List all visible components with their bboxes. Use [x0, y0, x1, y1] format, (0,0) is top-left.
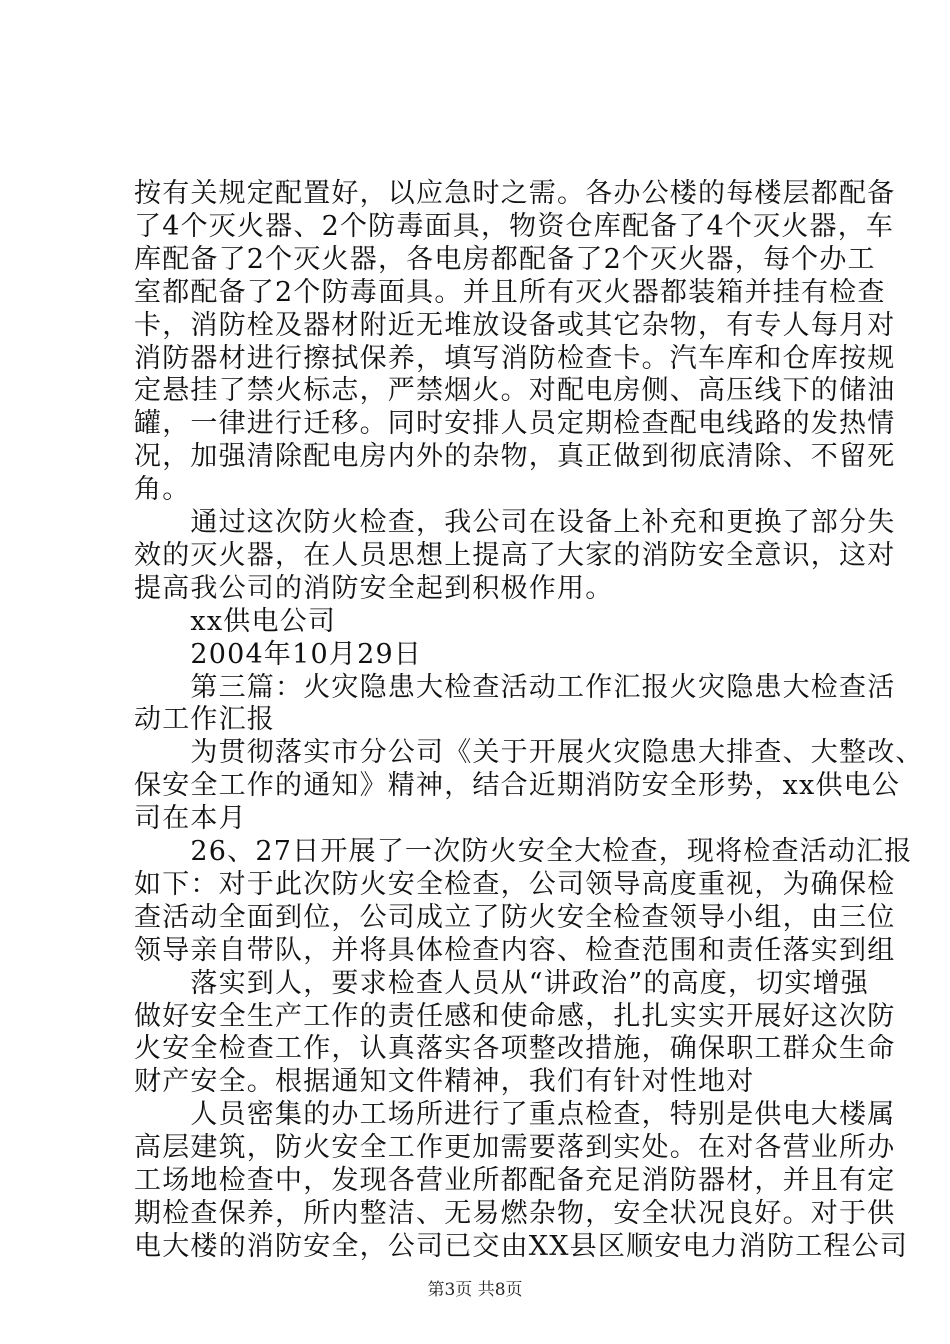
text-line: 室都配备了2个防毒面具。并且所有灭火器都装箱并挂有检查 — [134, 276, 886, 308]
text-line: 况，加强清除配电房内外的杂物，真正做到彻底清除、不留死 — [134, 441, 896, 473]
text-line: 卡，消防栓及器材附近无堆放设备或其它杂物，有专人每月对 — [134, 309, 896, 341]
text-line: 高层建筑，防火安全工作更加需要落到实处。在对各营业所办 — [134, 1132, 896, 1164]
text-line: 保安全工作的通知》精神，结合近期消防安全形势，xx供电公 — [134, 770, 901, 802]
text-line: 期检查保养，所内整洁、无易燃杂物，安全状况良好。对于供 — [134, 1197, 896, 1229]
text-line: 如下：对于此次防火安全检查，公司领导高度重视，为确保检 — [134, 868, 896, 900]
section-heading: 动工作汇报 — [134, 704, 275, 736]
signature-company: xx供电公司 — [134, 605, 337, 637]
text-line: 人员密集的办工场所进行了重点检查，特别是供电大楼属 — [134, 1099, 896, 1131]
text-line: 26、27日开展了一次防火安全大检查，现将检查活动汇报 — [134, 836, 913, 867]
text-line: 了4个灭火器、2个防毒面具，物资仓库配备了4个灭火器，车 — [134, 210, 895, 242]
text-line: 为贯彻落实市分公司《关于开展火灾隐患大排查、大整改、 — [134, 737, 924, 769]
text-line: 查活动全面到位，公司成立了防火安全检查领导小组，由三位 — [134, 901, 896, 933]
text-line: 提高我公司的消防安全起到积极作用。 — [134, 572, 614, 604]
signature-date: 2004年10月29日 — [134, 638, 423, 670]
text-line: 落实到人，要求检查人员从“讲政治”的高度，切实增强 — [134, 967, 870, 999]
text-line: 通过这次防火检查，我公司在设备上补充和更换了部分失 — [134, 507, 896, 538]
text-line: 按有关规定配置好，以应急时之需。各办公楼的每楼层都配备 — [134, 178, 896, 209]
section-heading: 第三篇：火灾隐患大检查活动工作汇报火灾隐患大检查活 — [134, 671, 896, 703]
text-line: 司在本月 — [134, 803, 247, 835]
text-line: 消防器材进行擦拭保养，填写消防检查卡。汽车库和仓库按规 — [134, 342, 896, 374]
text-line: 罐，一律进行迁移。同时安排人员定期检查配电线路的发热情 — [134, 408, 896, 440]
text-line: 领导亲自带队，并将具体检查内容、检查范围和责任落实到组 — [134, 934, 896, 966]
text-line: 效的灭火器，在人员思想上提高了大家的消防安全意识，这对 — [134, 539, 896, 571]
text-line: 火安全检查工作，认真落实各项整改措施，确保职工群众生命 — [134, 1033, 896, 1065]
page-number-footer: 第3页 共8页 — [427, 1280, 523, 1300]
text-line: 定悬挂了禁火标志，严禁烟火。对配电房侧、高压线下的储油 — [134, 375, 896, 407]
text-line: 库配备了2个灭火器，各电房都配备了2个灭火器，每个办工 — [134, 243, 876, 275]
text-line: 财产安全。根据通知文件精神，我们有针对性地对 — [134, 1066, 755, 1098]
text-line: 做好安全生产工作的责任感和使命感，扎扎实实开展好这次防 — [134, 1000, 896, 1032]
text-line: 角。 — [134, 474, 191, 506]
text-line: 工场地检查中，发现各营业所都配备充足消防器材，并且有定 — [134, 1165, 896, 1196]
text-line: 电大楼的消防安全，公司已交由XX县区顺安电力消防工程公司 — [134, 1230, 909, 1262]
